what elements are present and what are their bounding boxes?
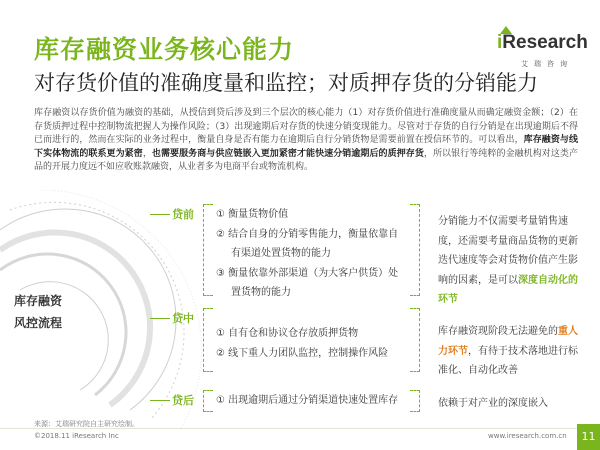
stage-pre-loan-note: 分销能力不仅需要考量销售速度，还需要考量商品货物的更新迭代速度等会对货物价值产生影响的因素，是可以深度自动化的环节: [438, 216, 578, 305]
stage-bracket-right: [410, 390, 420, 412]
iresearch-logo: [497, 26, 587, 78]
list-item: ② 结合自身的分销零售能力，衡量依靠自: [216, 228, 399, 240]
list-item: ② 线下重人力团队监控，控制操作风险: [216, 347, 389, 359]
list-item: 有渠道处置货物的能力: [231, 248, 331, 259]
stage-connector: [150, 400, 170, 401]
copyright-text: ©2018.11 iResearch Inc: [34, 432, 119, 440]
stage-post-loan: 贷后: [172, 394, 194, 407]
intro-bold-1: 库存融资与线下实体物流的联系更为紧密: [34, 135, 578, 159]
stage-bracket-left: [203, 308, 213, 372]
stage-bracket-left: [203, 390, 213, 412]
highlight-text: 重人力环节: [438, 326, 578, 357]
stage-pre-loan-list: [216, 205, 406, 303]
stage-in-loan-list: [216, 324, 406, 363]
stage-post-loan-list: [216, 391, 406, 411]
list-item: ① 出现逾期后通过分销渠道快速处置库存: [216, 395, 399, 406]
intro-paragraph: 库存融资以存货价值为融资的基础，从授信到贷后涉及到三个层次的核心能力（1）对存货价值进行准确度量从而确定融资金额；（2）在存货质押过程中控制物流把握人为操作风险；（3）出现逾期后对存货的快速分销变现能力。尽管对于存货的自行分销是在出现逾期后不得已而进行的，然而在实际的业务过程中，衡量自身是否有能力在逾期后自行分销货物是需要前置在授信环节的。可以看出，库存融资与线下实体物流的联系更为紧密，也需要服务商与供应链嵌入更加紧密才能快速分销逾期后的质押存货，所以银行等纯粹的金融机构对这类产品的开展力度远不如应收账款融资，从业者多为电商平台或物流机构。: [34, 108, 578, 172]
list-item: 置货物的能力: [231, 287, 291, 298]
list-item: ① 自有仓和协议仓存放质押货物: [216, 328, 359, 339]
stage-pre-loan: 贷前: [172, 208, 194, 221]
site-url: www.iresearch.com.cn: [488, 432, 567, 440]
list-item: ① 衡量货物价值: [216, 209, 289, 220]
stage-bracket-right: [410, 308, 420, 372]
risk-flow-label: 库存融资 风控流程: [14, 294, 63, 330]
list-item: ③ 衡量依靠外部渠道（为大客户供货）处: [216, 267, 399, 279]
page-title: 库存融资业务核心能力: [34, 35, 295, 64]
highlight-text: 深度自动化的环节: [438, 274, 578, 305]
page-subtitle: 对存货价值的准确度量和监控；对质押存货的分销能力: [34, 71, 538, 95]
stage-post-loan-note: 依赖于对产业的深度嵌入: [438, 398, 548, 409]
stage-bracket-left: [203, 204, 213, 296]
stage-connector: [150, 318, 170, 319]
stage-bracket-right: [410, 204, 420, 296]
logo-cn-text: 艾瑞咨询: [521, 60, 573, 68]
source-note: 来源：艾瑞研究院自主研究绘制。: [34, 420, 139, 428]
stage-in-loan-note: 库存融资现阶段无法避免的重人力环节，有待于技术落地进行标准化、自动化改善: [438, 326, 578, 376]
stage-in-loan: 贷中: [172, 312, 194, 325]
logo-wordmark: iResearch: [497, 32, 588, 53]
stage-connector: [150, 214, 170, 215]
intro-bold-2: 也需要服务商与供应链嵌入更加紧密才能快速分销逾期后的质押存货: [151, 148, 424, 159]
page-number: 11: [577, 424, 600, 450]
